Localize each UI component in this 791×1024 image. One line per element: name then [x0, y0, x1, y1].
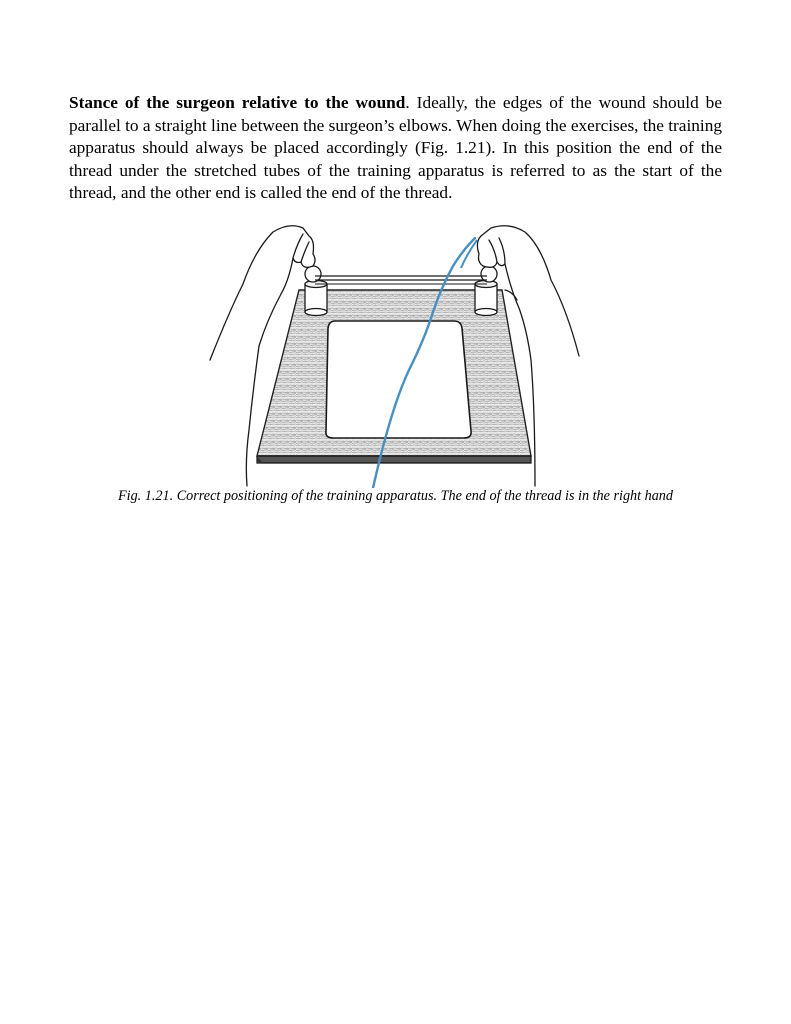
left-post: [305, 266, 327, 316]
training-apparatus-illustration: [205, 220, 587, 488]
stretched-tubes: [315, 276, 487, 284]
board-opening: [326, 321, 471, 438]
right-post: [475, 266, 497, 316]
body-paragraph: [69, 92, 722, 205]
paragraph-lead-heading: Stance of the surgeon relative to the wound: [69, 93, 406, 112]
figure-caption: Fig. 1.21. Correct positioning of the training apparatus. The end of the thread is in the right hand: [117, 488, 673, 504]
training-apparatus-drawing: [205, 220, 587, 488]
paragraph-body-text: . Ideally, the edges of the wound should be parallel to a straight line between the surgeon’s elbows. When doing the exercises, the training apparatus should always be placed accordingly (Fig. 1.21). In this position the end of the thread under the stretched tubes of the training apparatus is referred to as the start of the thread, and the other end is called the end of the thread.: [69, 93, 722, 203]
